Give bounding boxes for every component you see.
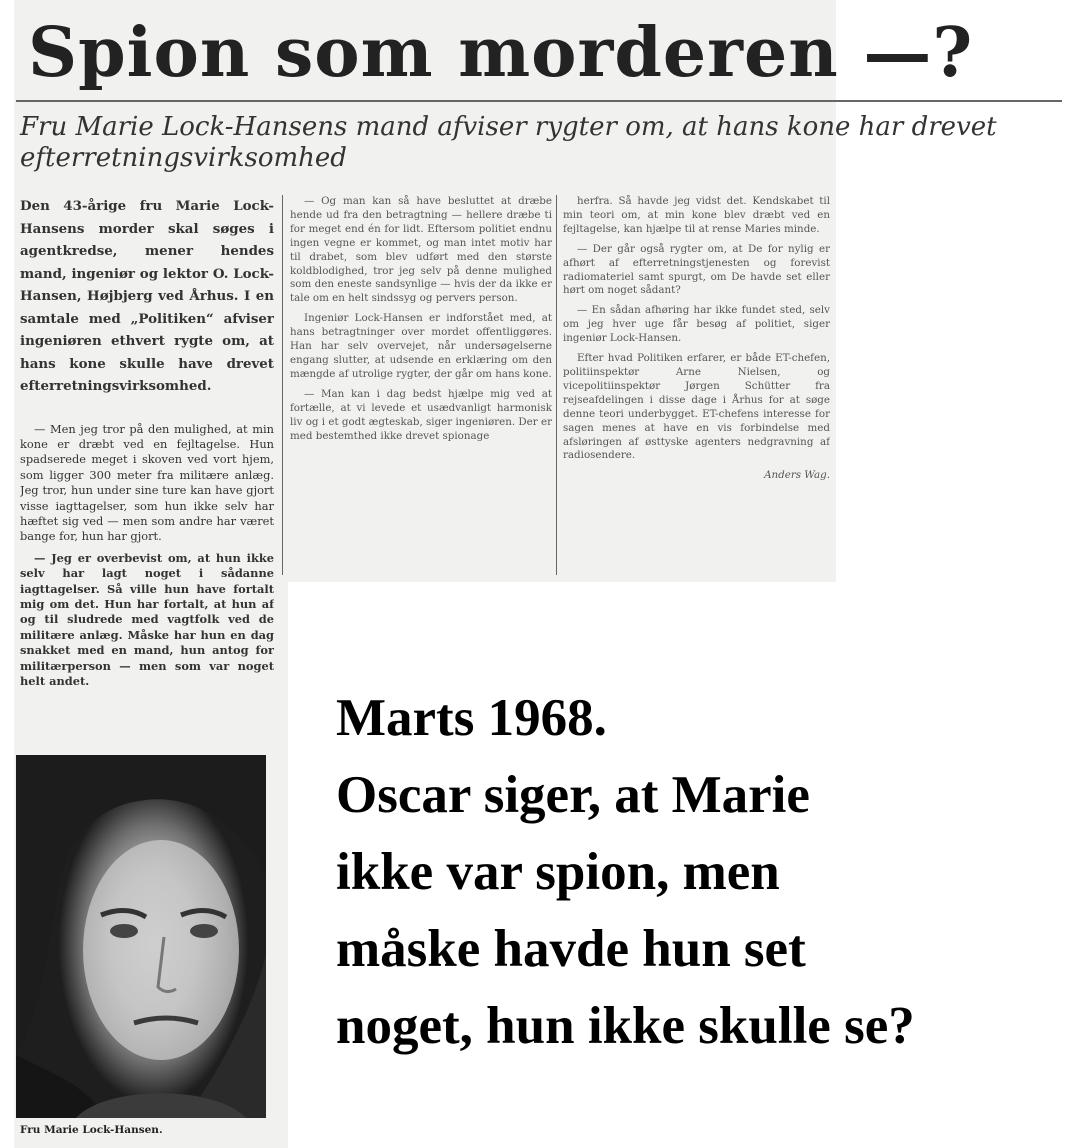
article-paragraph: — Og man kan så have besluttet at dræbe hende ud fra den betragtning — hellere dræbe ti for meget end én for lidt. Eftersom politiet endnu ingen vegne er kommet, og man intet motiv har til drabet, som blev udført med den største koldblodighed, tror jeg selv på denne mulighed som den eneste sandsynlige — hvis der da ikke er tale om en helt sindssyg og pervers person.: [290, 195, 552, 305]
article-paragraph: Ingeniør Lock-Hansen er indforstået med, at hans betragtninger over mordet offentliggøres. Han har selv overvejet, når undersøgelserne engang slutter, at udsende en erklæring om den mængde af utrolige rygter, der går om hans kone.: [290, 312, 552, 380]
note-line: ikke var spion, men: [336, 843, 780, 901]
article-paragraph: — En sådan afhøring har ikke fundet sted, selv om jeg hver uge får besøg af politiet, siger ingeniør Lock-Hansen.: [563, 304, 830, 345]
article-paragraph: — Jeg er overbevist om, at hun ikke selv har lagt noget i sådanne iagttagelser. Så ville hun have fortalt mig om det. Hun har fortalt, at hun af og til sludrede med vagtfolk ved de militære anlæg. Måske har hun en dag snakket med en mand, hun antog for militærperson — men som var noget helt andet.: [20, 550, 274, 688]
headline-rule: [16, 100, 1062, 102]
article-paragraph: herfra. Så havde jeg vidst det. Kendskabet til min teori om, at min kone blev dræbt ved en fejltagelse, kan hjælpe til at rense Maries minde.: [563, 195, 830, 235]
note-line: Oscar siger, at Marie: [336, 766, 810, 824]
portrait-photo: [16, 755, 266, 1118]
article-column-2: [290, 195, 552, 575]
column-divider-1: [282, 195, 283, 575]
note-line: måske havde hun set: [336, 920, 806, 978]
article-column-1: [20, 195, 274, 743]
article-paragraph: — Der går også rygter om, at De for nylig er afhørt af efterretningstjenesten og forevist radiomateriel samt spurgt, om De havde set eller hørt om noget sådant?: [563, 242, 830, 297]
article-paragraph: — Men jeg tror på den mulighed, at min kone er dræbt ved en fejltagelse. Hun spadserede meget i skoven ved vort hjem, som ligger 300 meter fra militære anlæg. Jeg tror, hun under sine ture kan have gjort visse iagttagelser, som hun ikke selv har hæftet sig ved — men som andre har været bange for, hun har gjort.: [20, 421, 274, 544]
photo-caption: Fru Marie Lock-Hansen.: [20, 1124, 163, 1136]
article-paragraph: Efter hvad Politiken erfarer, er både ET-chefen, politiinspektør Arne Nielsen, og vicepolitiinspektør Jørgen Schütter fra rejseafdelingen i disse dage i Århus for at søge denne teori underbygget. ET-chefens interesse for sagen menes at have en vis forbindelse med afsløringen af østtyske agenters nedgravning af radiosendere.: [563, 352, 830, 462]
article-paragraph: — Man kan i dag bedst hjælpe mig ved at fortælle, at vi levede et usædvanligt harmonisk liv og i et godt ægteskab, siger ingeniøren. Der er med bestemthed ikke drevet spionage: [290, 387, 552, 442]
article-lead: Den 43-årige fru Marie Lock-Hansens morder skal søges i agentkredse, mener hendes mand, ingeniør og lektor O. Lock-Hansen, Højbjerg ved Århus. I en samtale med „Politiken“ afviser ingeniøren ethvert rygte om, at hans kone skulle have drevet efterretningsvirksomhed.: [20, 198, 274, 394]
note-line: Marts 1968.: [336, 689, 607, 747]
article-column-3: [563, 195, 830, 575]
note-line: noget, hun ikke skulle se?: [336, 997, 915, 1055]
article-headline: Spion som morderen —?: [28, 13, 974, 93]
article-byline: Anders Wag.: [764, 469, 830, 482]
article-subhead: Fru Marie Lock-Hansens mand afviser rygter om, at hans kone har drevet efterretningsvirksomhed: [20, 112, 997, 173]
annotation-note: [336, 680, 1066, 1065]
portrait-illustration: [16, 755, 266, 1118]
column-divider-2: [556, 195, 557, 575]
